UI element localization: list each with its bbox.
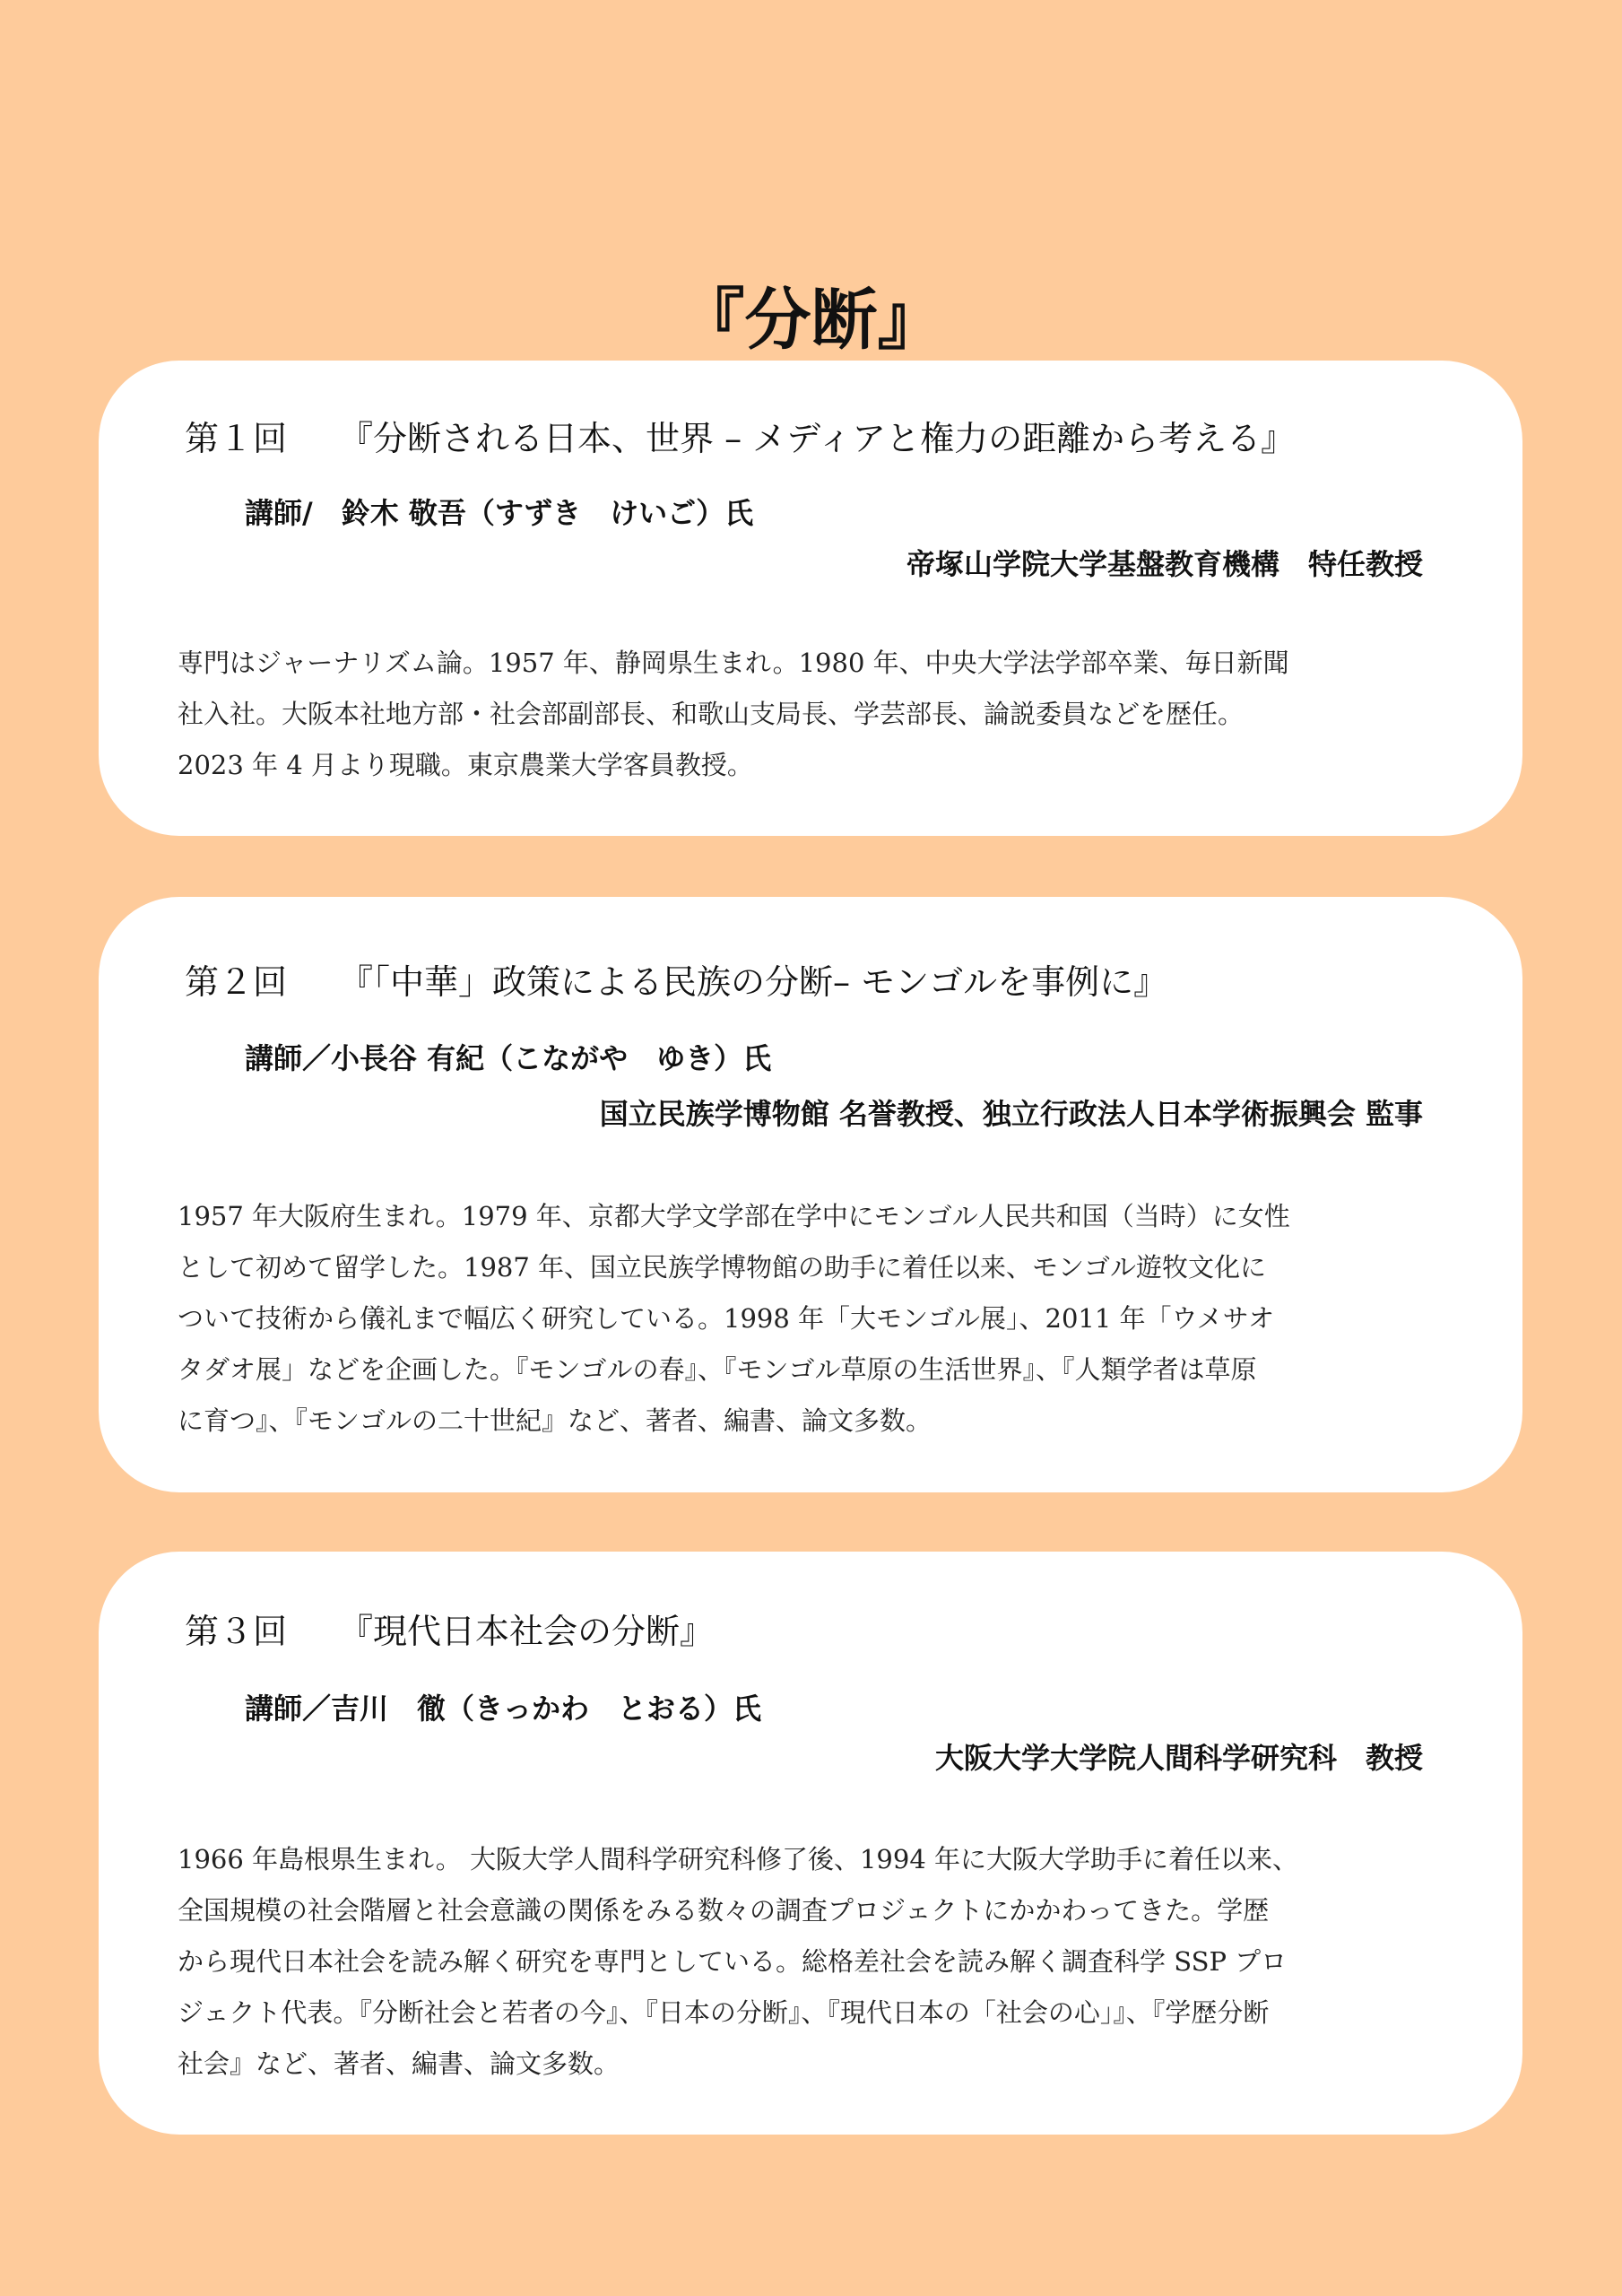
bio-line: ついて技術から儀礼まで幅広く研究している。1998 年「大モンゴル展」、2011 年「ウメサオ [178, 1303, 1275, 1334]
lecturer-bio [178, 1191, 1444, 1447]
lecturer-name: 講師/ 鈴木 敬吾（すずき けいご）氏 [245, 496, 754, 530]
lecturer-bio [178, 638, 1444, 791]
lecture-card-1 [99, 361, 1522, 836]
lecturer-bio [178, 1834, 1451, 2090]
bio-line: 全国規模の社会階層と社会意識の関係をみる数々の調査プロジェクトにかかわってきた。学歴 [178, 1895, 1270, 1926]
bio-line: として初めて留学した。1987 年、国立民族学博物館の助手に着任以来、モンゴル遊牧文化に [178, 1252, 1267, 1283]
page-title: 『分断』 [678, 281, 944, 359]
lecture-number: 第１回 [185, 419, 288, 458]
bio-line: タダオ展」などを企画した。『モンゴルの春』、『モンゴル草原の生活世界』、『人類学者は草原 [178, 1354, 1257, 1385]
lecture-title: 『分断される日本、世界 – メディアと権力の距離から考える』 [339, 419, 1296, 458]
lecture-heading [185, 416, 1295, 461]
lecturer-name: 講師／小長谷 有紀（こながや ゆき）氏 [245, 1041, 772, 1075]
lecture-title: 『現代日本社会の分断』 [339, 1612, 715, 1651]
bio-line: 2023 年 4 月より現職。東京農業大学客員教授。 [178, 750, 753, 780]
bio-line: ジェクト代表。『分断社会と若者の今』、『日本の分断』、『現代日本の「社会の心」』、『学歴分断 [178, 1997, 1270, 2028]
bio-line: に育つ』、『モンゴルの二十世紀』など、著者、編書、論文多数。 [178, 1405, 932, 1436]
bio-line: 社入社。大阪本社地方部・社会部副部長、和歌山支局長、学芸部長、論説委員などを歴任。 [178, 699, 1245, 729]
lecturer-affiliation: 大阪大学大学院人間科学研究科 教授 [934, 1741, 1423, 1775]
lecture-card-2 [99, 897, 1522, 1492]
lecture-heading [185, 1609, 714, 1654]
lecture-card-3 [99, 1552, 1522, 2135]
lecture-number: 第２回 [185, 962, 288, 1002]
lecturer-affiliation: 国立民族学博物館 名誉教授、独立行政法人日本学術振興会 監事 [599, 1097, 1423, 1131]
bio-line: 1966 年島根県生まれ。 大阪大学人間科学研究科修了後、1994 年に大阪大学助手に着任以来、 [178, 1844, 1299, 1874]
lecturer-affiliation: 帝塚山学院大学基盤教育機構 特任教授 [906, 547, 1423, 581]
lecture-title: 『「中華」政策による民族の分断– モンゴルを事例に』 [339, 962, 1168, 1002]
bio-line: から現代日本社会を読み解く研究を専門としている。総格差社会を読み解く調査科学 SSP プロ [178, 1946, 1288, 1977]
lecture-number: 第３回 [185, 1612, 288, 1651]
lecture-heading [185, 960, 1167, 1004]
lecturer-name: 講師／吉川 徹（きっかわ とおる）氏 [245, 1692, 762, 1726]
bio-line: 専門はジャーナリズム論。1957 年、静岡県生まれ。1980 年、中央大学法学部卒業、毎日新聞 [178, 648, 1289, 678]
bio-line: 社会』など、著者、編書、論文多数。 [178, 2048, 620, 2079]
bio-line: 1957 年大阪府生まれ。1979 年、京都大学文学部在学中にモンゴル人民共和国（当時）に女性 [178, 1201, 1290, 1231]
